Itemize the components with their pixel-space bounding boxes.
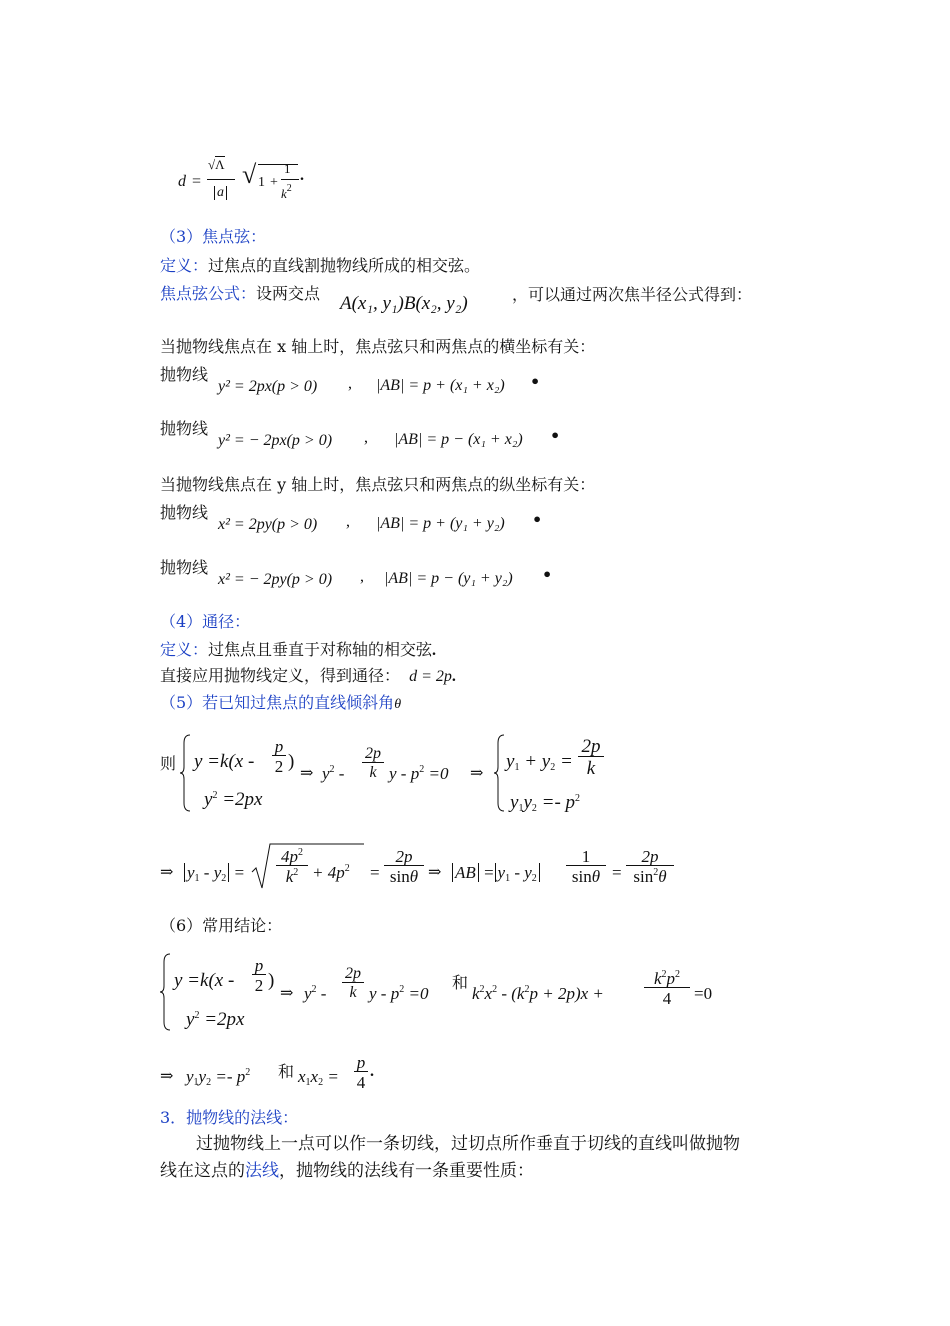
var-d: d [178,173,186,190]
comma-4: , [360,568,364,585]
frac-p-over-2-b: p 2 [252,957,266,994]
section-heading-normal: 3．抛物线的法线： [160,1108,299,1127]
focal-chord-label: 焦点弦公式： [160,284,257,303]
quadratic-y-2: $y - p^2 =0$ [389,764,449,783]
he-label-1: 和 [452,973,469,992]
parabola-label-2: 抛物线 [160,419,209,438]
parabola-eq-3: x² = 2py(p > 0) [218,516,318,533]
frac-2p-over-k: 2p k [362,746,384,781]
eq-zero: =0 [694,984,713,1003]
implies-3: ⇒ [160,862,174,881]
section-heading-3: （3）焦点弦： [160,227,267,246]
k-squared: $k^2$ [281,183,292,201]
quadratic-y-1: $y^2$ - [322,764,345,783]
focal-chord-formula-line [160,286,320,302]
num-1: 1 [284,161,291,176]
implies-2: ⇒ [470,763,484,782]
latus-rectum-text: 直接应用抛物线定义，得到通径： [160,666,401,685]
chord-length-3: |AB| = p + (y₁ + y₂) [376,515,505,532]
normal-text-a: 线在这点的 [160,1161,245,1181]
sqrt-bar [258,164,298,165]
parabola-eq-sys: $y^2 =2px$ [204,789,263,810]
end-dot-2: • [550,426,561,445]
normal-para-line-1: 过抛物线上一点可以作一条切线，过切点所作垂直于切线的直线叫做抛物 [196,1134,740,1154]
left-brace-1 [180,733,192,813]
latus-rectum-line [160,668,456,685]
frac-2p-over-k-2: 2p k [578,737,604,778]
intersection-points: A(x₁, y₁)B(x₂, y₂) [340,293,468,314]
definition-line-4 [160,642,436,659]
frac-k2p2-over-4: $k^2p^2$ 4 [644,970,690,1007]
definition-label: 定义： [160,256,209,275]
line-eq: y =k(x - [194,751,255,772]
frac-2p-over-sin: 2p sinθ [384,848,424,885]
end-dot-5: . [432,642,437,659]
line-eq-2: y =k(x - [174,970,235,991]
parabola-label-4: 抛物线 [160,558,209,577]
abs-a: a [214,186,227,200]
end-dot: . [300,167,304,184]
quadratic-y-3: $y^2$ - [304,984,327,1003]
normal-para-line-2 [160,1163,534,1180]
quadratic-y-4: $y - p^2 =0$ [369,984,429,1003]
parabola-label-3: 抛物线 [160,503,209,522]
parabola-eq-1: y² = 2px(p > 0) [218,378,318,395]
he-label-2: 和 [278,1062,295,1081]
section-heading-6: （6）常用结论： [160,916,283,935]
section-5-text: （5）若已知过焦点的直线倾斜角 [160,693,395,712]
formula-text-2: ，可以通过两次焦半径公式得到： [512,285,753,304]
end-dot-6: . [451,668,456,685]
end-dot-4: • [542,565,553,584]
close-paren-2: ) [268,970,275,991]
end-dot-1: • [530,372,541,391]
product-y: $y_1y_2 =- p^2$ [510,792,581,814]
section-heading-4: （4）通径： [160,612,251,631]
frac-bar-2 [281,179,299,180]
plus-4p2: + $4p^2$ [312,863,350,882]
implies-1: ⇒ [300,763,314,782]
chord-length-1: |AB| = p + (x₁ + x₂) [376,377,505,394]
eq-sign-2: = [370,863,380,882]
abs-diff-y: $y_1 - y_2$ = [184,864,245,884]
x-axis-text: 当抛物线焦点在 x 轴上时，焦点弦只和两焦点的横坐标有关： [160,337,596,356]
frac-p-over-4: p 4 [354,1054,368,1091]
definition-line [160,258,480,274]
end-dot-3: • [532,510,543,529]
frac-2p-over-k-3: 2p k [342,966,364,1001]
sqrt-sign: √ [242,160,257,189]
implies-6: ⇒ [160,1066,174,1085]
normal-text-b: ，抛物线的法线有一条重要性质： [279,1161,534,1181]
frac-bar [207,179,235,180]
comma-1: , [348,375,352,392]
latus-rectum-formula: d = 2p [409,668,452,685]
frac-p-over-2: p 2 [272,738,286,775]
comma-3: , [346,513,350,530]
sum-y: $y_1 + y_2$ = [506,751,573,773]
eq-sign-3: = [612,863,622,882]
chord-length-2: |AB| = p − (x₁ + x₂) [394,431,523,448]
close-paren: ) [288,751,295,772]
ze-label: 则 [160,754,177,773]
definition-text: 过焦点的直线割抛物线所成的相交弦。 [208,256,481,275]
frac-2p-over-sin2: 2p $\sin^2\theta$ [626,848,674,885]
formula-text-1: 设两交点 [256,284,321,303]
product-y-2: $y_1y_2 =- p^2$ [186,1067,251,1088]
y-axis-text: 当抛物线焦点在 y 轴上时，焦点弦只和两焦点的纵坐标有关： [160,475,596,494]
theta: θ [394,697,402,712]
frac-1-over-sin: 1 sinθ [566,848,606,885]
implies-5: ⇒ [280,983,294,1002]
definition-label-4: 定义： [160,640,209,659]
one: 1 [258,175,265,190]
sqrt-lambda: √Λ [208,157,225,172]
quadratic-x: $k^2x^2 - (k^2p + 2p)x$ + [472,984,604,1003]
parabola-eq-2: y² = − 2px(p > 0) [218,432,333,449]
definition-text-4: 过焦点且垂直于对称轴的相交弦 [208,640,433,659]
eq-sign: = [192,173,202,190]
left-brace-2 [494,733,506,813]
end-dot-7: . [370,1063,374,1080]
chord-length-4: |AB| = p − (y₁ + y₂) [384,570,513,587]
ab-eq: AB = $y_1 - y_2$ [452,864,540,884]
plus: + [270,175,278,190]
frac-4p2-over-k2: $4p^2$ $k^2$ [276,848,308,885]
comma-2: , [364,429,368,446]
parabola-eq-sys-2: $y^2 =2px$ [186,1009,245,1030]
implies-4: ⇒ [428,862,442,881]
section-heading-5 [160,695,401,712]
product-x: $x_1x_2$ = [298,1067,339,1088]
parabola-label-1: 抛物线 [160,365,209,384]
parabola-eq-4: x² = − 2py(p > 0) [218,571,333,588]
left-brace-3 [160,952,172,1032]
normal-term: 法线 [245,1161,279,1181]
